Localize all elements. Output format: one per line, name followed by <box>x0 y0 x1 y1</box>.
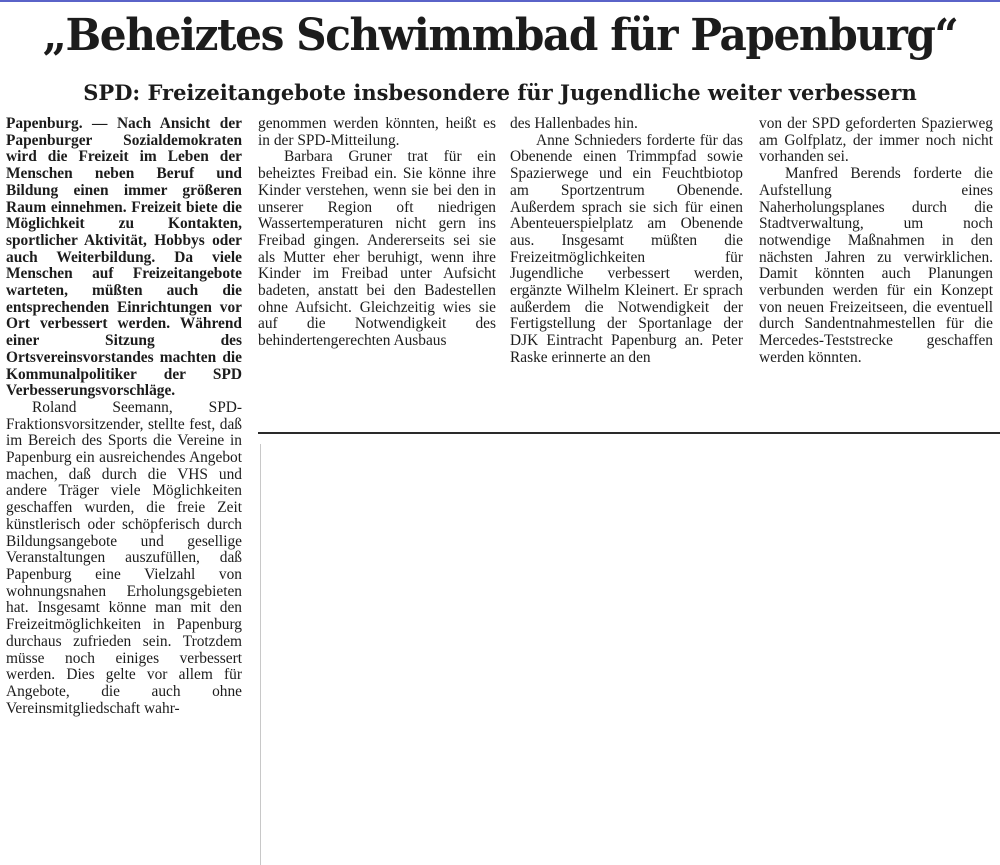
article-column-3 <box>510 116 743 367</box>
end-of-article-rule <box>258 432 1000 434</box>
article-column-1 <box>6 116 242 717</box>
body-paragraph: von der SPD geforderten Spazierweg am Golfplatz, der immer noch nicht vorhanden sei. <box>759 115 993 166</box>
headline: „Beheiztes Schwimmbad für Papenburg“ <box>42 10 958 61</box>
article-column-2 <box>258 116 496 350</box>
body-paragraph: Anne Schnieders forderte für das Obenende einen Trimmpfad sowie Spazierwege und ein Feuchtbiotop am Sportzentrum Obenende. Außerdem sprach sie sich für einen Abenteuerspielplatz am Obenende aus. Insgesamt müßten die Freizeitmöglichkeiten für Jugendliche verbessert werden, ergänzte Wilhelm Kleinert. Er sprach außerdem die Notwendigkeit der Fertigstellung der Sportanlage der DJK Eintracht Papenburg an. Peter Raske erinnerte an den <box>510 131 743 366</box>
body-paragraph: des Hallenbades hin. <box>510 115 638 132</box>
body-paragraph: Roland Seemann, SPD-Fraktionsvorsitzender, stellte fest, daß im Bereich des Sports die Vereine in Papenburg ein ausreichendes Angebot machen, daß durch die VHS und andere Träger viele Möglichkeiten geschaffen wurden, die freie Zeit künstlerisch oder schöpferisch durch Bildungsangebote und gesellige Veranstaltungen auszufüllen, daß Papenburg eine Vielzahl von wohnungsnahen Erholungsgebieten hat. Insgesamt könne man mit den Freizeitmöglichkeiten in Papenburg durchaus zufrieden sein. Trotzdem müsse noch einiges verbessert werden. Dies gelte vor allem für Angebote, die auch ohne Vereinsmitgliedschaft wahr- <box>6 398 242 717</box>
lead-paragraph: Papenburg. — Nach Ansicht der Papenburger Sozialdemokraten wird die Freizeit im Leben der Menschen neben Beruf und Bildung einen immer größeren Raum einnehmen. Freizeit biete die Möglichkeit zu Kontakten, sportlicher Aktivität, Hobbys oder auch Weiterbildung. Da viele Menschen auf Freizeitangebote warteten, müßten auch die entsprechenden Einrichtungen vor Ort verbessert werden. Während einer Sitzung des Ortsvereinsvorstandes machten die Kommunalpolitiker der SPD Verbesserungsvorschläge. <box>6 115 242 400</box>
column-divider <box>260 444 261 865</box>
subheadline: SPD: Freizeitangebote insbesondere für Jugendliche weiter verbessern <box>83 80 917 105</box>
body-paragraph: Manfred Berends forderte die Aufstellung eines Naherholungsplanes durch die Stadtverwaltung, um noch notwendige Maßnahmen in den nächsten Jahren zu verwirklichen. Damit könnten auch Planungen verbunden werden für ein Konzept von neuen Freizeitseen, die eventuell durch Sandentnahmestellen für die Mercedes-Teststrecke geschaffen werden könnten. <box>759 165 993 366</box>
article-column-4 <box>759 116 993 367</box>
top-border-line <box>0 0 1000 2</box>
body-paragraph: Barbara Gruner trat für ein beheiztes Freibad ein. Sie könne ihre Kinder verstehen, wenn sie bei den in unserer Region oft niedrigen Wassertemperaturen nicht gern ins Freibad gingen. Andererseits sei sie als Mutter eher beruhigt, wenn ihre Kinder im Freibad unter Aufsicht badeten, anstatt bei den Badestellen ohne Aufsicht. Gleichzeitig wies sie auf die Notwendigkeit des behindertengerechten Ausbaus <box>258 148 496 350</box>
body-paragraph: genommen werden könnten, heißt es in der SPD-Mitteilung. <box>258 115 496 149</box>
